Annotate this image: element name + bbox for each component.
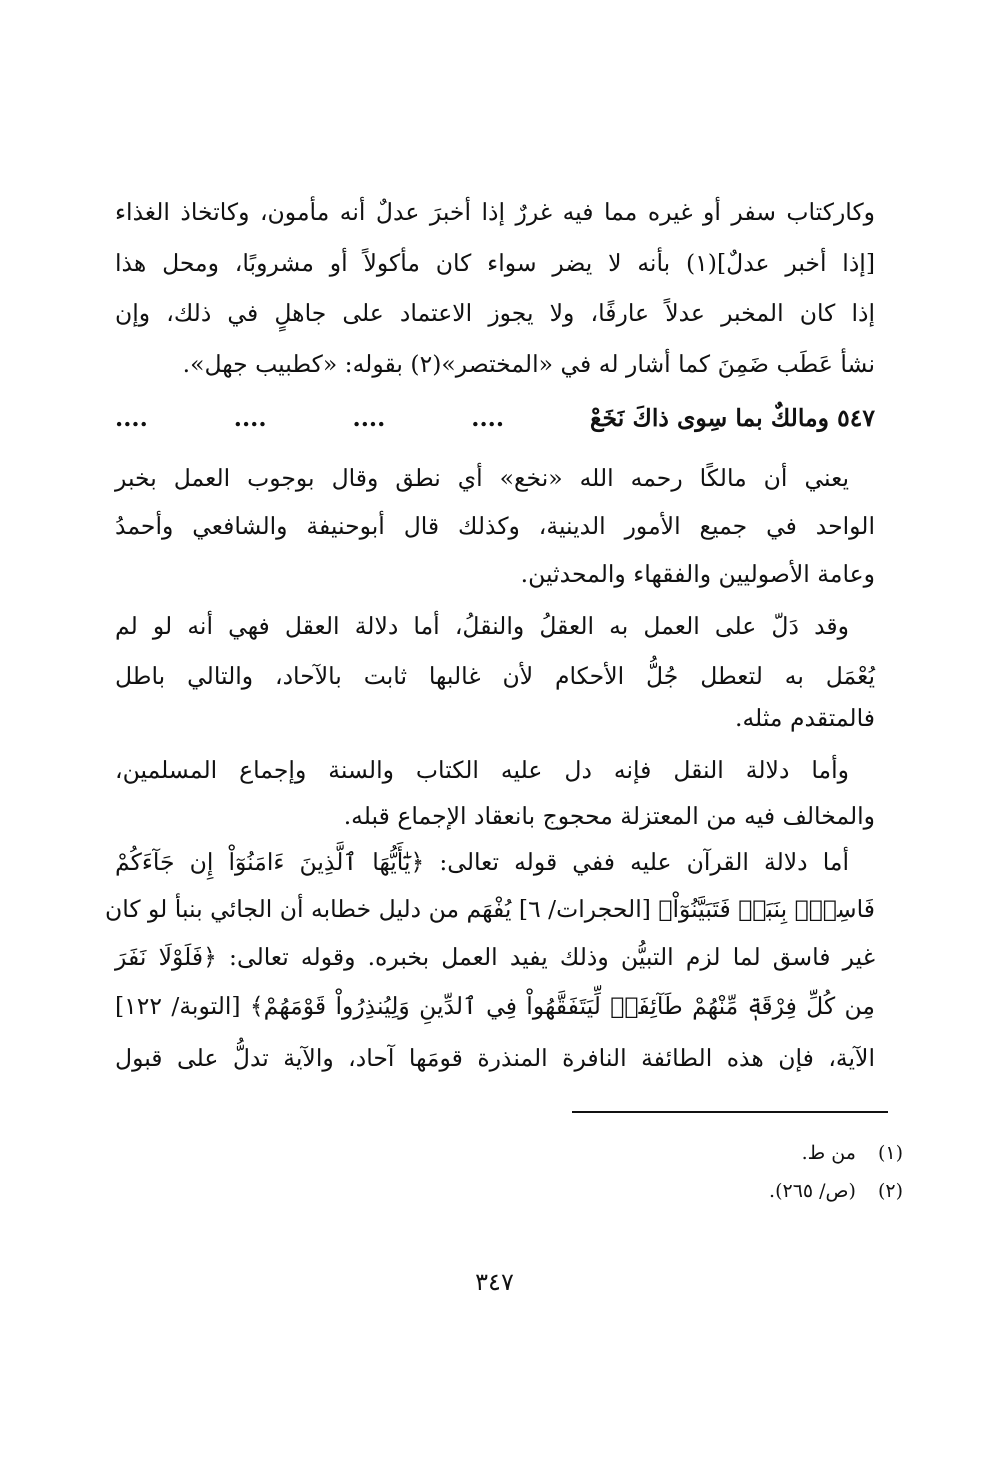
paragraph-line: يعني أن مالكًا رحمه الله «نخع» أي نطق وقال بوجوب العمل بخبر: [115, 464, 849, 492]
paragraph-line: غير فاسق لما لزم التبيُّن وذلك يفيد العمل بخبره. وقوله تعالى: ﴿فَلَوْلَا نَفَرَ: [115, 943, 875, 971]
footnote-text: من ط.: [801, 1142, 856, 1164]
body-line: [إذا أخبر عدلٌ](١) بأنه لا يضر سواء كان مأكولاً أو مشروبًا، ومحل هذا: [115, 249, 875, 277]
paragraph-line: مِن كُلِّ فِرْقَةٖ مِّنْهُمْ طَآئِفَةٞ لِّيَتَفَقَّهُواْ فِي ٱلدِّينِ وَلِيُنذِرُواْ قَوْمَهُمْ﴾ [التوبة/ ١٢٢]: [115, 992, 875, 1020]
paragraph-line: أما دلالة القرآن عليه ففي قوله تعالى: ﴿يَٰٓأَيُّهَا ٱلَّذِينَ ءَامَنُوٓاْ إِن جَآءَكُمْ: [115, 848, 849, 876]
body-line: وكاركتاب سفر أو غيره مما فيه غررٌ إذا أخبرَ عدلٌ أنه مأمون، وكاتخاذ الغذاء: [115, 198, 875, 226]
verse-dots: ....: [233, 404, 267, 432]
verse-text: [590, 398, 875, 438]
body-line: إذا كان المخبر عدلاً عارفًا، ولا يجوز الاعتماد على جاهلٍ في ذلك، وإن: [115, 299, 875, 327]
paragraph-line: فالمتقدم مثله.: [734, 704, 875, 732]
footnote-divider: [572, 1111, 888, 1113]
footnote: [503, 1138, 903, 1168]
paragraph-line: فَاسِقُۢ بِنَبَإٖ فَتَبَيَّنُوٓاْ﴾ [الحجرات/ ٦] يُفْهَم من دليل خطابه أن الجائي بنبأ لو كان: [104, 895, 875, 923]
footnote-number: (٢): [877, 1180, 903, 1202]
paragraph-line: يُعْمَل به لتعطل جُلُّ الأحكام لأن غالبها ثابت بالآحاد، والتالي باطل: [115, 662, 875, 690]
paragraph-line: وقد دَلّ على العمل به العقلُ والنقلُ، أما دلالة العقل فهي أنه لو لم: [115, 612, 849, 640]
verse-number: ٥٤٧: [837, 404, 875, 432]
paragraph-line: وعامة الأصوليين والفقهاء والمحدثين.: [520, 560, 875, 588]
footnote-number: (١): [877, 1142, 903, 1164]
page-number: ٣٤٧: [475, 1268, 514, 1296]
footnote-text: (ص/ ٢٦٥).: [769, 1180, 856, 1202]
verse-dots: ....: [352, 404, 386, 432]
verse-line: [115, 398, 875, 438]
footnote: [503, 1176, 903, 1206]
paragraph-line: الآية، فإن هذه الطائفة النافرة المنذرة قومَها آحاد، والآية تدلُّ على قبول: [115, 1044, 875, 1072]
body-line: نشأ عَطَب ضَمِنَ كما أشار له في «المختصر»(٢) بقوله: «كطبيب جهل».: [182, 350, 875, 378]
verse-dots: ....: [115, 404, 148, 432]
verse-dots: ....: [471, 404, 505, 432]
paragraph-line: الواحد في جميع الأمور الدينية، وكذلك قال أبوحنيفة والشافعي وأحمدُ: [115, 512, 875, 540]
paragraph-line: وأما دلالة النقل فإنه دل عليه الكتاب والسنة وإجماع المسلمين،: [115, 756, 849, 784]
verse-body: ومالكٌ بما سِوى ذاكَ نَخَعْ: [590, 404, 829, 432]
paragraph-line: والمخالف فيه من المعتزلة محجوج بانعقاد الإجماع قبله.: [343, 802, 875, 830]
